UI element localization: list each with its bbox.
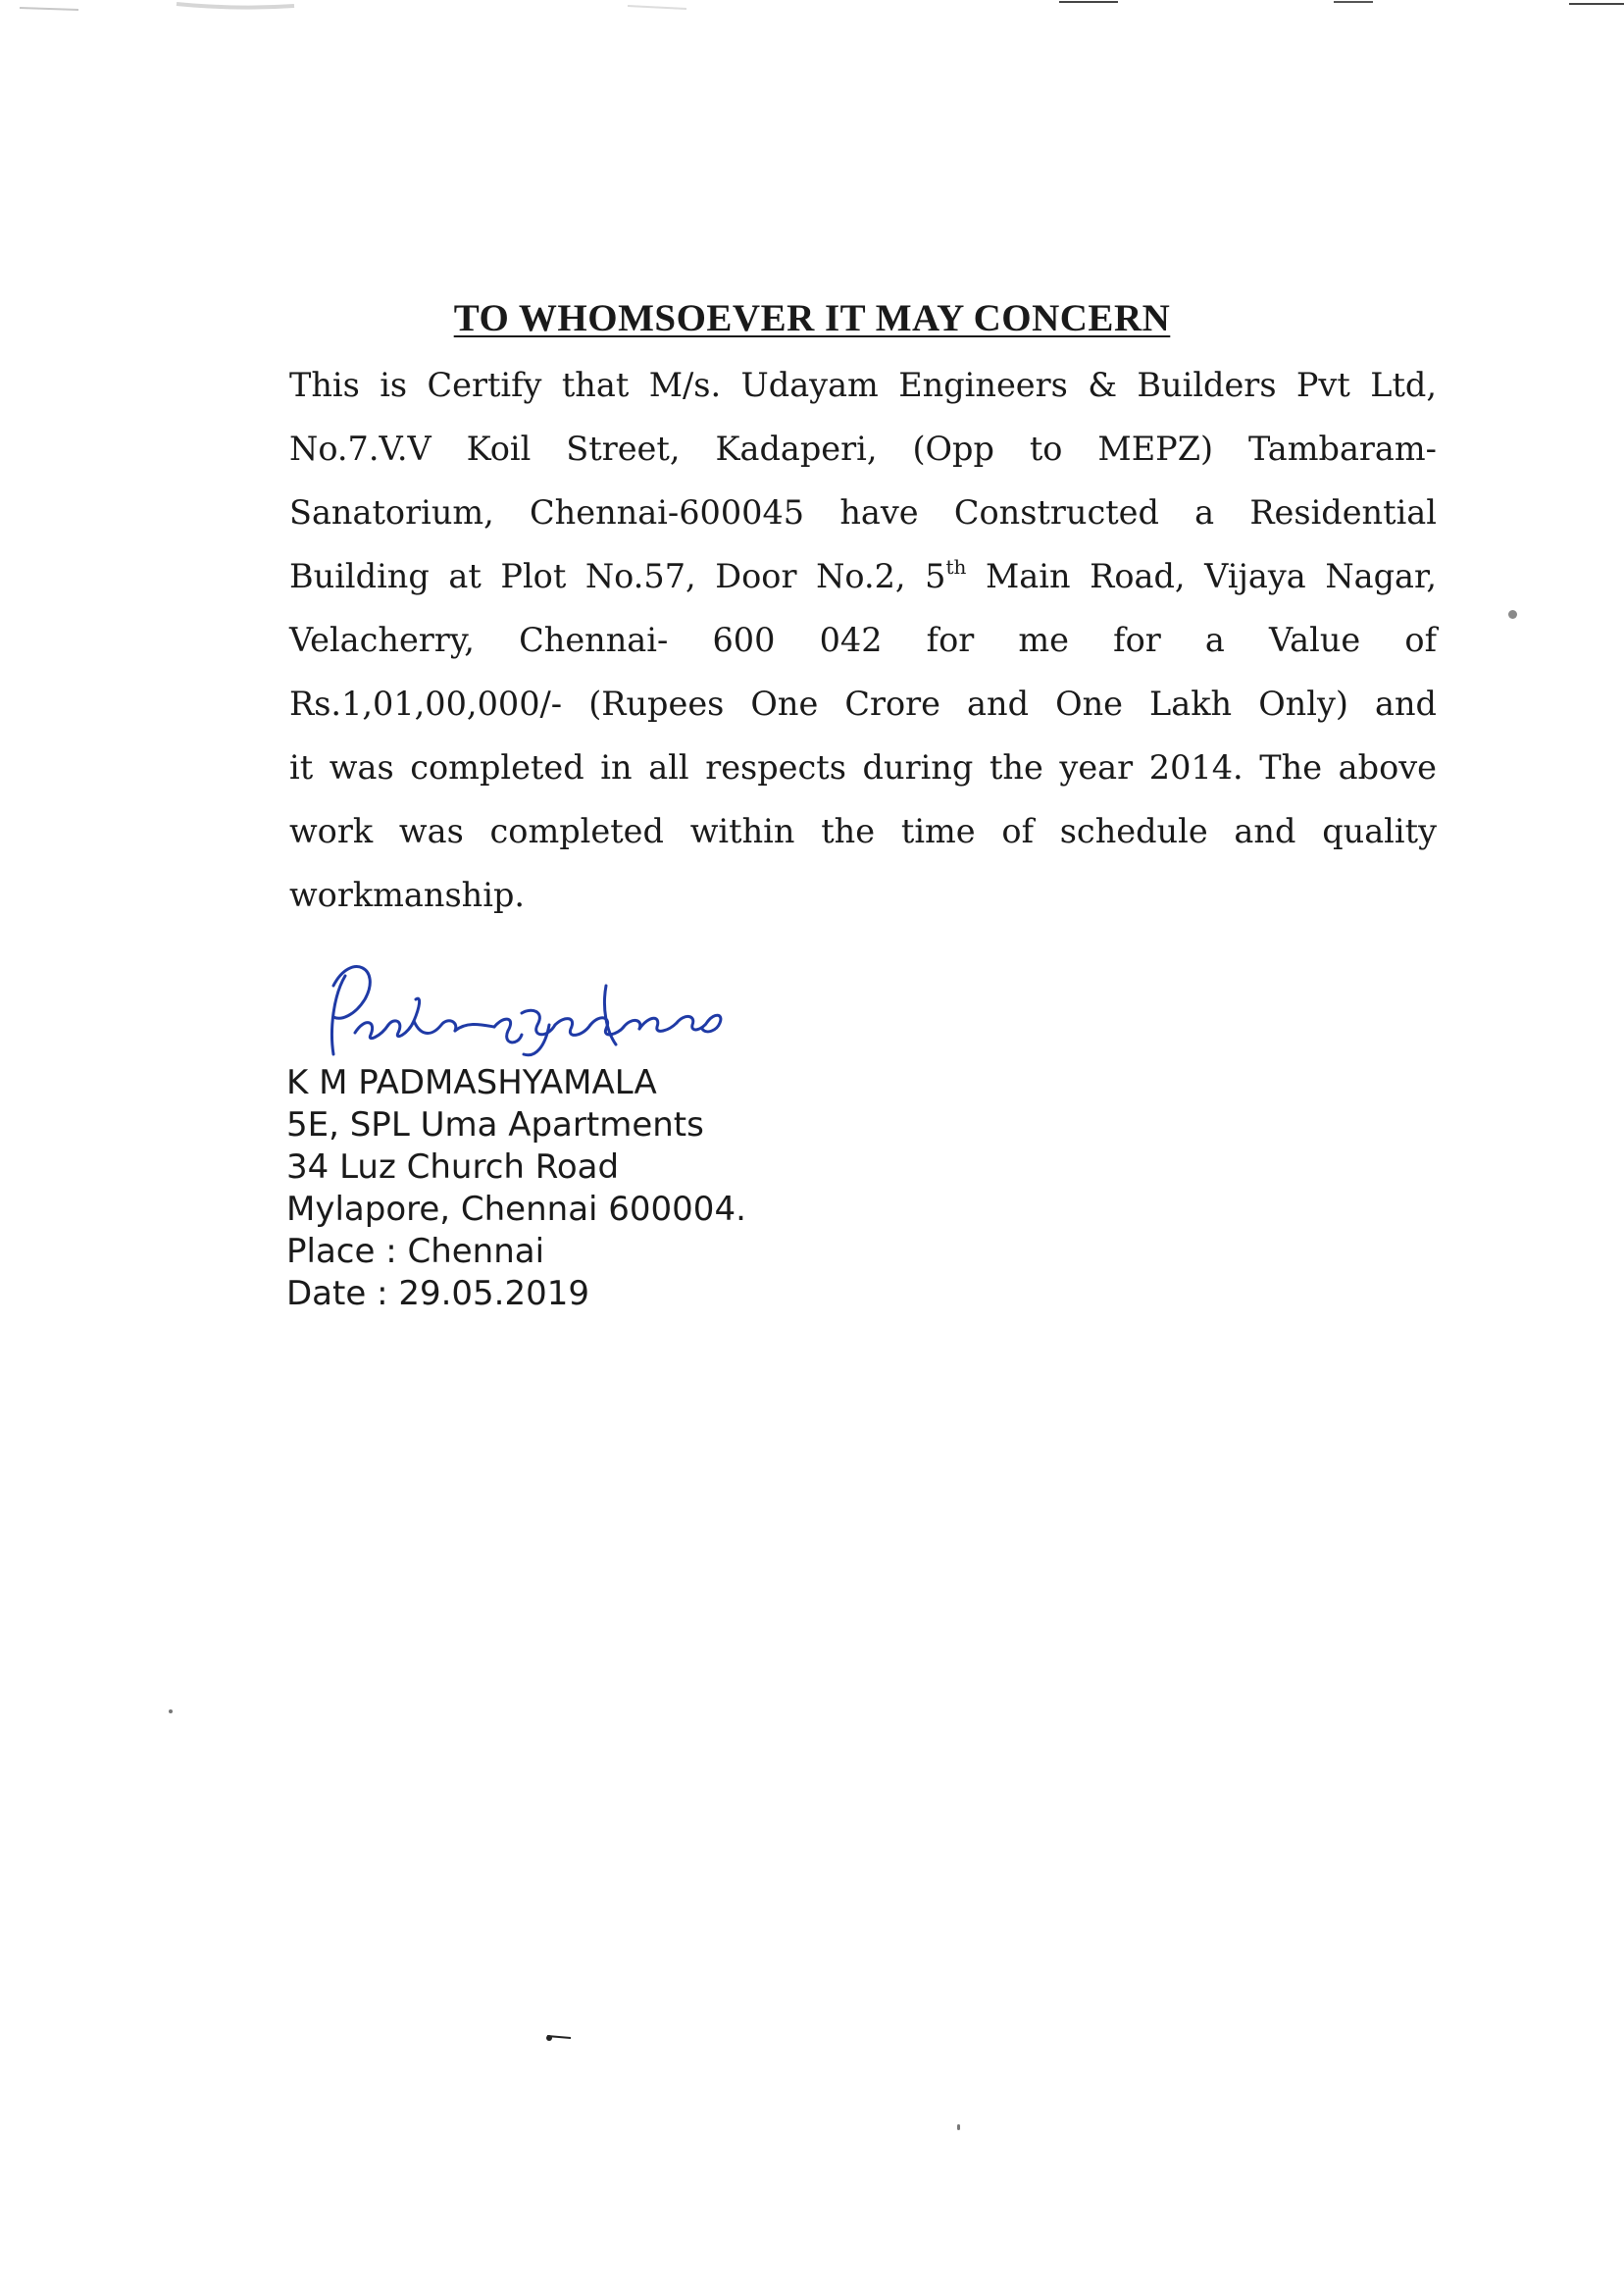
date-line: Date : 29.05.2019 [286, 1274, 590, 1313]
address-line: 5E, SPL Uma Apartments [286, 1105, 704, 1145]
body-text: Building at Plot No.57, Door No.2, 5 [289, 557, 946, 595]
body-line: No.7.V.V Koil Street, Kadaperi, (Opp to MEPZ) Tambaram- [289, 430, 1437, 468]
scan-mark [545, 2032, 575, 2044]
body-line: Rs.1,01,00,000/- (Rupees One Crore and One Lakh Only) and [289, 685, 1437, 723]
letter-body [289, 353, 1437, 927]
address-line: 34 Luz Church Road [286, 1147, 620, 1187]
body-line: it was completed in all respects during the year 2014. The above [289, 748, 1437, 787]
scan-speck [1508, 610, 1517, 619]
address-line: Mylapore, Chennai 600004. [286, 1190, 746, 1229]
scan-speck [169, 1709, 173, 1713]
body-line: work was completed within the time of schedule and quality [289, 812, 1437, 850]
body-line: workmanship. [289, 876, 526, 914]
body-line: Velacherry, Chennai- 600 042 for me for a Value of [289, 621, 1437, 659]
body-text: Main Road, Vijaya Nagar, [966, 557, 1438, 595]
body-line [289, 544, 1437, 608]
scan-speck [957, 2124, 960, 2130]
body-line: This is Certify that M/s. Udayam Engineers & Builders Pvt Ltd, [289, 366, 1437, 404]
letter-title: TO WHOMSOEVER IT MAY CONCERN [453, 297, 1171, 340]
body-line: Sanatorium, Chennai-600045 have Constructed a Residential [289, 493, 1437, 532]
signatory-name: K M PADMASHYAMALA [286, 1063, 657, 1102]
ordinal-suffix: th [945, 555, 967, 579]
signatory-block [286, 1062, 746, 1315]
place-line: Place : Chennai [286, 1232, 545, 1271]
scan-edge-marks [0, 0, 1624, 39]
handwritten-signature [312, 956, 743, 1064]
